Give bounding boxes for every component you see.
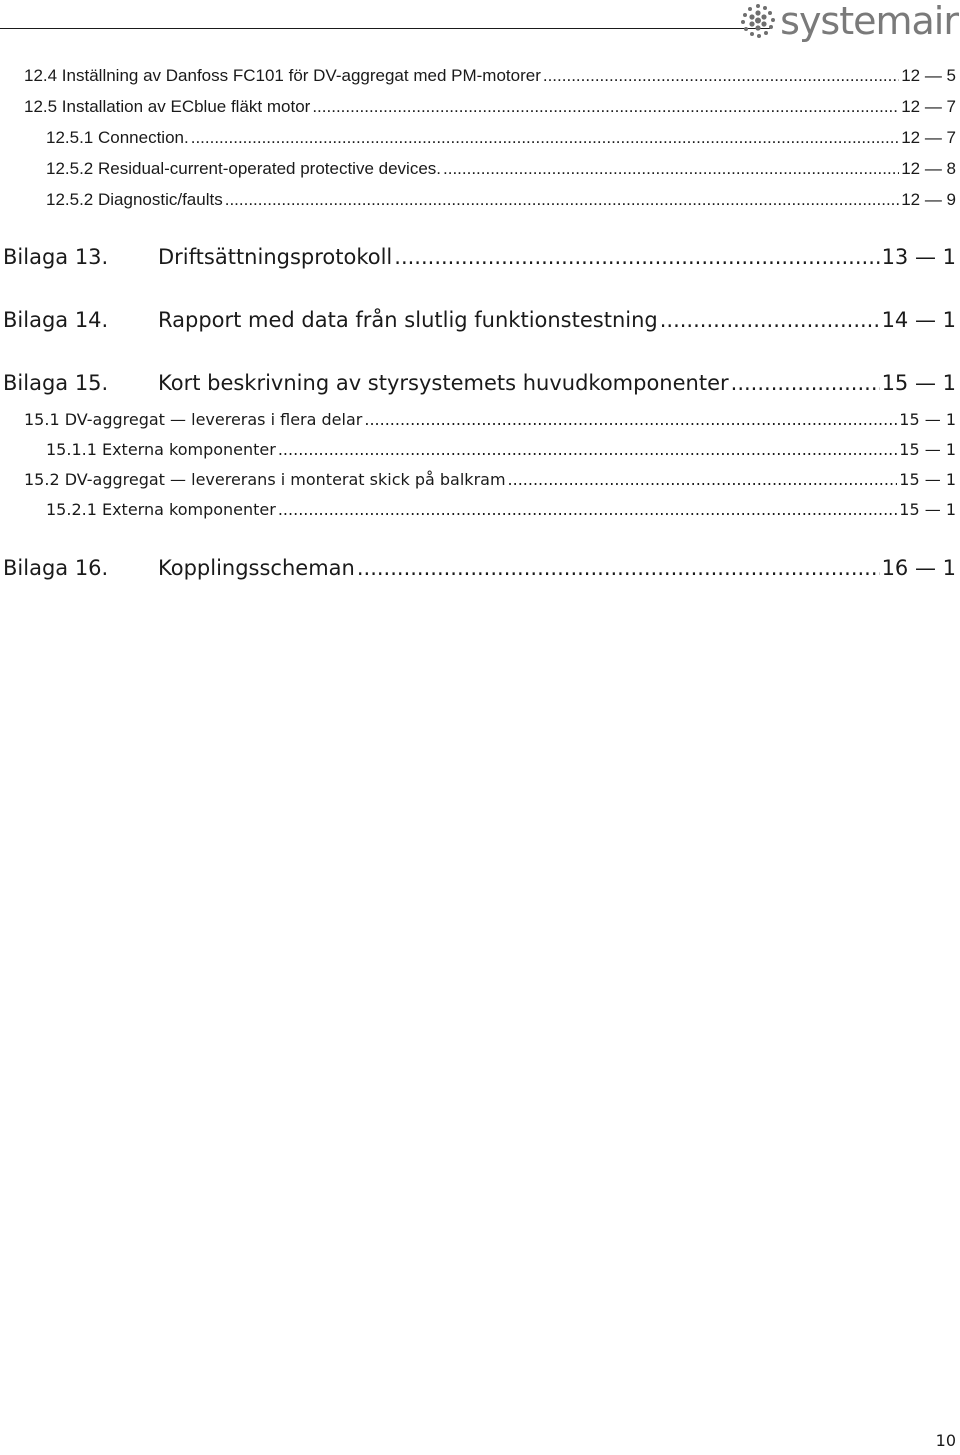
toc-entry-page: 12 — 7	[901, 128, 956, 147]
appendix-prefix: Bilaga 13.	[3, 245, 109, 269]
toc-entry[interactable]	[46, 190, 956, 210]
toc-appendix-entry[interactable]	[3, 371, 956, 395]
page-number: 10	[935, 1431, 956, 1450]
toc-entry-title: 12.5.2 Residual-current-operated protective devices.	[46, 159, 441, 178]
appendix-prefix: Bilaga 16.	[3, 556, 109, 580]
toc-leader	[508, 470, 898, 489]
toc-entry-title: 15.1 DV-aggregat — levereras i flera delar	[24, 410, 363, 429]
toc-leader	[364, 410, 897, 429]
toc-entry[interactable]	[46, 500, 956, 519]
toc-entry-title	[3, 245, 392, 269]
toc-entry[interactable]	[24, 97, 956, 117]
toc-entry-title	[3, 371, 729, 395]
toc-leader	[191, 128, 899, 148]
toc-entry[interactable]	[46, 128, 956, 148]
toc-entry[interactable]	[24, 66, 956, 86]
toc-entry-page: 15 — 1	[899, 500, 956, 519]
toc-entry-title: 12.5.1 Connection.	[46, 128, 189, 147]
toc-appendix-entry[interactable]	[3, 556, 956, 580]
toc-leader	[394, 245, 879, 269]
toc-entry[interactable]	[24, 470, 956, 489]
toc-entry-title: 15.1.1 Externa komponenter	[46, 440, 276, 459]
toc-entry-title: 12.5.2 Diagnostic/faults	[46, 190, 223, 209]
toc-leader	[278, 500, 897, 519]
toc-leader	[278, 440, 897, 459]
toc-entry-page: 15 — 1	[881, 371, 956, 395]
toc-entry-title: 15.2.1 Externa komponenter	[46, 500, 276, 519]
toc-entry-page: 15 — 1	[899, 470, 956, 489]
toc-leader	[543, 66, 899, 86]
toc-entry[interactable]	[24, 410, 956, 429]
appendix-title: Rapport med data från slutlig funktionstestning	[158, 308, 658, 332]
dotted-sphere-icon	[740, 3, 776, 39]
toc-entry-page: 12 — 7	[901, 97, 956, 116]
toc-entry-page: 15 — 1	[899, 410, 956, 429]
toc-entry-page: 15 — 1	[899, 440, 956, 459]
header-rule	[0, 28, 770, 29]
toc-leader	[357, 556, 880, 580]
appendix-prefix: Bilaga 15.	[3, 371, 109, 395]
toc-leader	[443, 159, 899, 179]
toc-entry-title	[3, 556, 355, 580]
toc-leader	[225, 190, 899, 210]
toc-entry[interactable]	[46, 440, 956, 459]
brand-logo	[740, 0, 958, 42]
toc-entry-page: 16 — 1	[881, 556, 956, 580]
toc-leader	[312, 97, 899, 117]
appendix-title: Kopplingsscheman	[158, 556, 355, 580]
toc-entry-title: 12.5 Installation av ECblue fläkt motor	[24, 97, 311, 116]
toc-entry-page: 12 — 9	[901, 190, 956, 209]
appendix-title: Kort beskrivning av styrsystemets huvudkomponenter	[158, 371, 729, 395]
toc-entry-title: 12.4 Inställning av Danfoss FC101 för DV-aggregat med PM-motorer	[24, 66, 541, 85]
toc-entry[interactable]	[46, 159, 956, 179]
toc-appendix-entry[interactable]	[3, 245, 956, 269]
appendix-title: Driftsättningsprotokoll	[158, 245, 393, 269]
toc-entry-page: 12 — 5	[901, 66, 956, 85]
toc-appendix-entry[interactable]	[3, 308, 956, 332]
toc-leader	[731, 371, 880, 395]
toc-leader	[660, 308, 880, 332]
brand-name: systemair	[780, 0, 958, 43]
toc-entry-page: 12 — 8	[901, 159, 956, 178]
toc-entry-title: 15.2 DV-aggregat — levererans i monterat skick på balkram	[24, 470, 506, 489]
appendix-prefix: Bilaga 14.	[3, 308, 109, 332]
toc-entry-page: 14 — 1	[881, 308, 956, 332]
toc-entry-page: 13 — 1	[881, 245, 956, 269]
toc-entry-title	[3, 308, 658, 332]
